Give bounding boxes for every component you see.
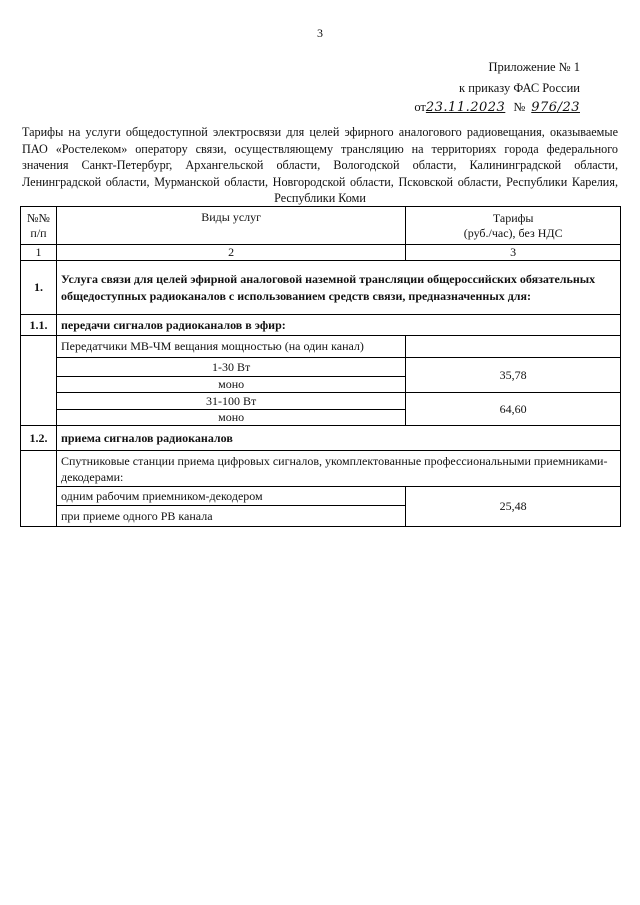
mode-31-100: моно xyxy=(56,410,405,426)
date-prefix: от xyxy=(414,100,426,114)
col-number-2: 2 xyxy=(56,245,405,261)
subsection-1-2-title: приема сигналов радиоканалов xyxy=(56,426,620,451)
subsection-1-1-spacer xyxy=(21,336,57,426)
power-31-100: 31-100 Вт xyxy=(56,393,405,410)
tariff-31-100: 64,60 xyxy=(406,393,621,426)
subsection-1-2-num: 1.2. xyxy=(21,426,57,451)
subsection-1-1-num: 1.1. xyxy=(21,315,57,336)
page-number: 3 xyxy=(317,26,323,40)
tariff-receiver: 25,48 xyxy=(406,487,621,527)
col-number-3: 3 xyxy=(406,245,621,261)
transmitters-tariff-empty xyxy=(406,336,621,358)
subsection-1-1-title: передачи сигналов радиоканалов в эфир: xyxy=(56,315,620,336)
col-number-1: 1 xyxy=(21,245,57,261)
section-1-num: 1. xyxy=(21,261,57,315)
header-services: Виды услуг xyxy=(56,207,405,245)
receiver-row: одним рабочим приемником-декодером xyxy=(56,487,405,506)
stations-label: Спутниковые станции приема цифровых сигналов, укомплектованные профессиональными приемниками-декодерами: xyxy=(56,451,620,487)
header-tariffs xyxy=(406,207,621,245)
appendix-title: Приложение № 1 xyxy=(488,60,580,74)
appendix-date-line xyxy=(414,100,580,115)
header-tariffs-title: Тарифы xyxy=(492,210,534,225)
number-label: № xyxy=(513,100,526,114)
header-tariffs-unit: (руб./час), без НДС xyxy=(463,225,563,240)
subsection-1-2-spacer xyxy=(21,451,57,527)
power-1-30: 1-30 Вт xyxy=(56,358,405,377)
order-date: 23.11.2023 xyxy=(425,100,506,115)
appendix-order: к приказу ФАС России xyxy=(459,81,580,95)
mode-1-30: моно xyxy=(56,377,405,393)
tariff-table xyxy=(20,206,621,527)
section-1-title: Услуга связи для целей эфирной аналоговой наземной трансляции общероссийских обязательных общедоступных радиоканалов с использованием средств связи, предназначенных для: xyxy=(56,261,620,315)
document-title: Тарифы на услуги общедоступной электросвязи для целей эфирного аналогового радиовещания, оказываемые ПАО «Ростелеком» оператору связи, осуществляющему трансляцию на территориях города федерального значения Санкт-Петербург, Архангельской области, Вологодской области, Калининградской области, Ленинградской области, Мурманской области, Новгородской области, Псковской области, Республики Карелия, Республики Коми xyxy=(22,125,618,205)
order-number: 976/23 xyxy=(531,100,580,115)
channel-row: при приеме одного РВ канала xyxy=(56,506,405,527)
tariff-1-30: 35,78 xyxy=(406,358,621,393)
transmitters-label: Передатчики МВ-ЧМ вещания мощностью (на один канал) xyxy=(56,336,405,358)
header-num: №№ п/п xyxy=(21,207,57,245)
